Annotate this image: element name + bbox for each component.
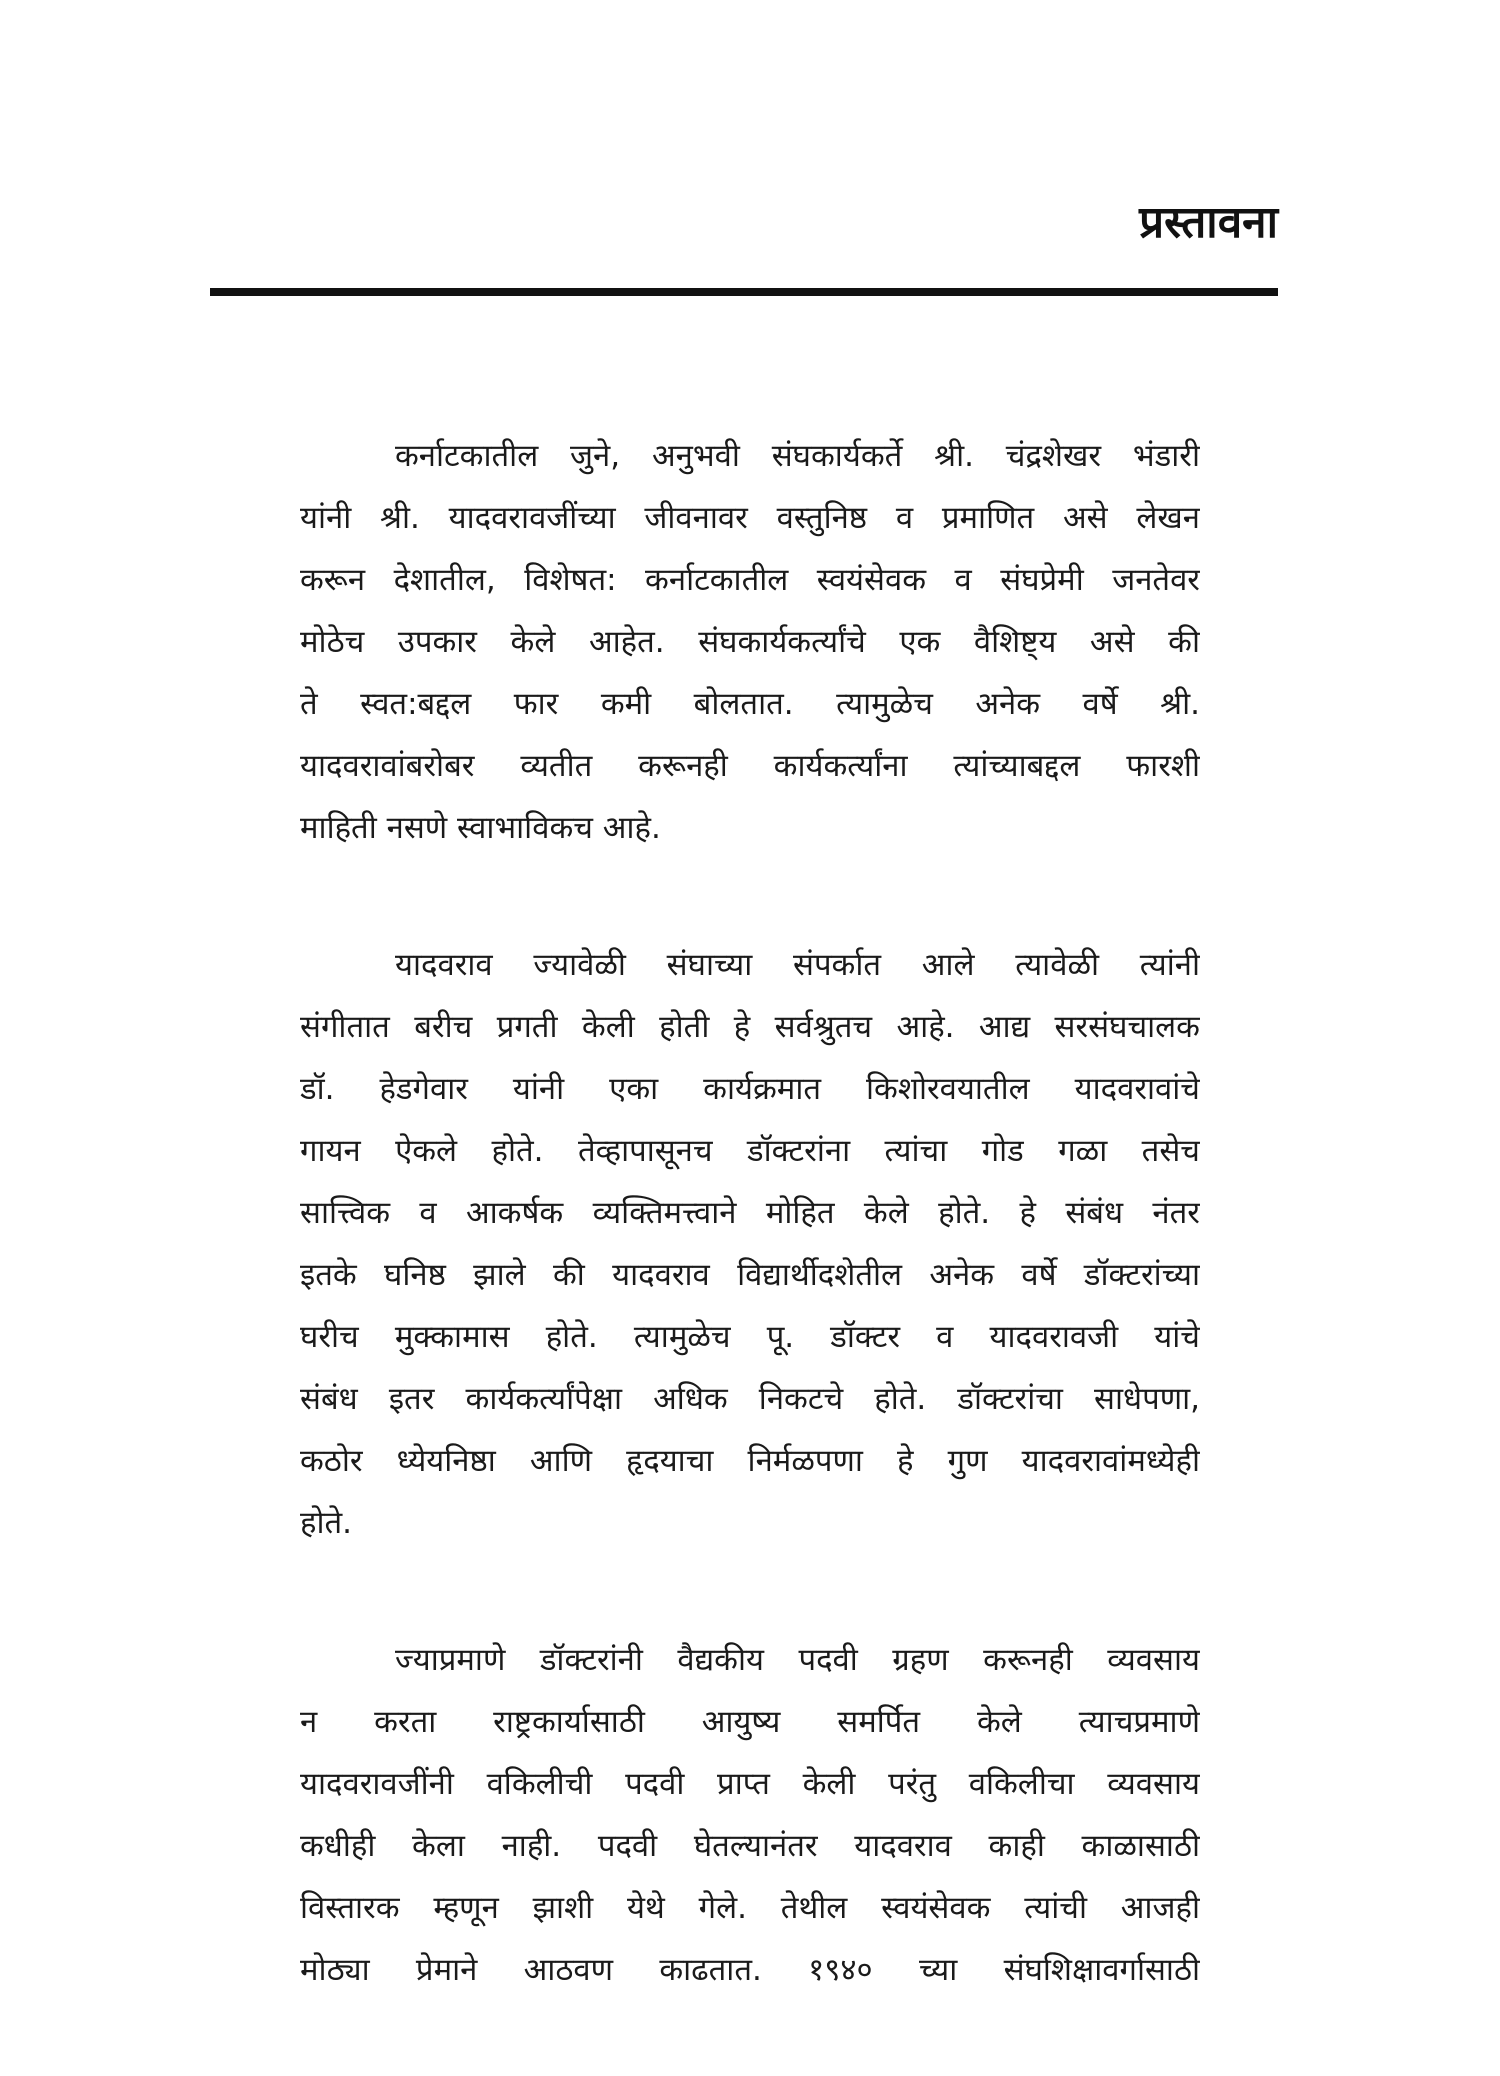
text-line: यादवराव ज्यावेळी संघाच्या संपर्कात आले त्यावेळी त्यांनी — [395, 947, 1200, 983]
text-line: यादवरावांबरोबर व्यतीत करूनही कार्यकर्त्यांना त्यांच्याबद्दल फारशी — [300, 748, 1200, 784]
chapter-title: प्रस्तावना — [1139, 197, 1278, 248]
text-line: कधीही केला नाही. पदवी घेतल्यानंतर यादवराव काही काळासाठी — [300, 1828, 1200, 1864]
text-line: कठोर ध्येयनिष्ठा आणि हृदयाचा निर्मळपणा हे गुण यादवरावांमध्येही — [300, 1443, 1200, 1479]
text-line: सात्त्विक व आकर्षक व्यक्तिमत्त्वाने मोहित केले होते. हे संबंध नंतर — [300, 1195, 1200, 1231]
paragraph-2 — [300, 934, 1200, 1554]
text-line: घरीच मुक्कामास होते. त्यामुळेच पू. डॉक्टर व यादवरावजी यांचे — [300, 1319, 1200, 1355]
text-line: करून देशातील, विशेषत: कर्नाटकातील स्वयंसेवक व संघप्रेमी जनतेवर — [300, 562, 1200, 598]
text-line: यादवरावजींनी वकिलीची पदवी प्राप्त केली परंतु वकिलीचा व्यवसाय — [300, 1766, 1200, 1802]
text-line: मोठेच उपकार केले आहेत. संघकार्यकर्त्यांचे एक वैशिष्ट्य असे की — [300, 624, 1200, 660]
paragraph-3 — [300, 1629, 1200, 2001]
text-line: संगीतात बरीच प्रगती केली होती हे सर्वश्रुतच आहे. आद्य सरसंघचालक — [300, 1009, 1200, 1045]
text-line: होते. — [300, 1505, 353, 1541]
text-line: कर्नाटकातील जुने, अनुभवी संघकार्यकर्ते श्री. चंद्रशेखर भंडारी — [395, 438, 1200, 474]
text-line: माहिती नसणे स्वाभाविकच आहे. — [300, 810, 661, 846]
body-text — [300, 425, 1200, 2076]
paragraph-1 — [300, 425, 1200, 859]
text-line: डॉ. हेडगेवार यांनी एका कार्यक्रमात किशोरवयातील यादवरावांचे — [300, 1071, 1200, 1107]
text-line: मोठ्या प्रेमाने आठवण काढतात. १९४० च्या संघशिक्षावर्गासाठी — [300, 1952, 1200, 1988]
title-rule — [210, 288, 1278, 296]
text-line: इतके घनिष्ठ झाले की यादवराव विद्यार्थीदशेतील अनेक वर्षे डॉक्टरांच्या — [300, 1257, 1200, 1293]
text-line: ज्याप्रमाणे डॉक्टरांनी वैद्यकीय पदवी ग्रहण करूनही व्यवसाय — [395, 1642, 1200, 1678]
text-line: न करता राष्ट्रकार्यासाठी आयुष्य समर्पित केले त्याचप्रमाणे — [300, 1704, 1200, 1740]
text-line: विस्तारक म्हणून झाशी येथे गेले. तेथील स्वयंसेवक त्यांची आजही — [300, 1890, 1200, 1926]
text-line: यांनी श्री. यादवरावजींच्या जीवनावर वस्तुनिष्ठ व प्रमाणित असे लेखन — [300, 500, 1200, 536]
text-line: संबंध इतर कार्यकर्त्यांपेक्षा अधिक निकटचे होते. डॉक्टरांचा साधेपणा, — [300, 1381, 1200, 1417]
text-line: गायन ऐकले होते. तेव्हापासूनच डॉक्टरांना त्यांचा गोड गळा तसेच — [300, 1133, 1200, 1169]
text-line: ते स्वत:बद्दल फार कमी बोलतात. त्यामुळेच अनेक वर्षे श्री. — [300, 686, 1200, 722]
